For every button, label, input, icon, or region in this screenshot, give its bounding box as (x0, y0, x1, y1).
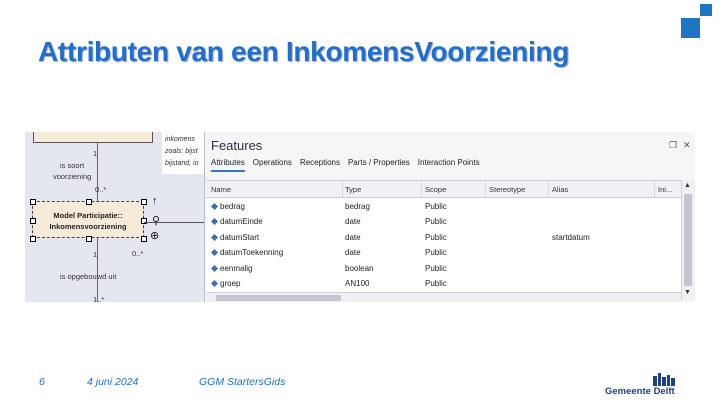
pin-icon[interactable]: ❐ (669, 140, 678, 150)
row-scope: Public (425, 264, 447, 273)
column-header-type[interactable]: Type (345, 185, 362, 194)
table-row[interactable] (206, 214, 681, 229)
column-separator[interactable] (654, 181, 655, 197)
tab-receptions[interactable]: Receptions (299, 158, 340, 167)
column-header-scope[interactable]: Scope (425, 185, 447, 194)
attribute-icon (211, 249, 218, 256)
uml-class-top[interactable] (33, 132, 153, 143)
association-label: voorziening (53, 172, 92, 181)
row-type: AN100 (345, 279, 370, 288)
column-header-initial[interactable]: Ini... (658, 185, 673, 194)
association-line-bottom (97, 238, 98, 302)
scroll-thumb[interactable] (684, 194, 692, 286)
multiplicity-0n: 0..* (95, 185, 107, 194)
column-separator[interactable] (342, 181, 343, 197)
slide-title: Attributen van een InkomensVoorziening (38, 36, 570, 67)
footer-doc-name: GGM StartersGids (199, 376, 286, 388)
resize-handle[interactable] (86, 199, 92, 205)
column-header-stereotype[interactable]: Stereotype (489, 185, 526, 194)
close-icon[interactable]: ✕ (683, 140, 691, 150)
resize-handle[interactable] (30, 236, 36, 242)
magnify-icon[interactable]: ⊕ (150, 230, 160, 242)
footer-date: 4 juni 2024 (87, 376, 139, 388)
row-scope: Public (425, 233, 447, 242)
ea-screenshot (25, 132, 695, 302)
uml-diagram-area (25, 132, 205, 302)
table-row[interactable] (206, 245, 681, 260)
features-window (204, 132, 695, 302)
delft-skyline-icon (605, 372, 687, 386)
corner-decoration-large (681, 18, 700, 38)
row-type: bedrag (345, 202, 370, 211)
resize-handle[interactable] (141, 199, 147, 205)
grid-header (206, 181, 681, 198)
page-number: 6 (39, 376, 45, 388)
resize-handle[interactable] (141, 236, 147, 242)
row-name: datumToekenning (220, 248, 284, 257)
note-line: zoals: bijst (165, 148, 198, 155)
gemeente-delft-logo (605, 372, 687, 398)
class-name-line: Inkomensvoorziening (49, 222, 127, 231)
row-scope: Public (425, 248, 447, 257)
resize-handle[interactable] (86, 236, 92, 242)
arrow-up-icon[interactable]: ↑ (152, 195, 158, 207)
multiplicity-side: 0..* (132, 249, 144, 258)
multiplicity-top: 1 (93, 149, 98, 158)
tab-attributes[interactable]: Attributes (211, 158, 245, 172)
multiplicity-bottom: 1 (93, 250, 98, 259)
row-name: eenmalig (220, 264, 253, 273)
attribute-icon (211, 280, 218, 287)
scroll-thumb[interactable] (216, 295, 341, 301)
resize-handle[interactable] (141, 218, 147, 224)
row-name: datumStart (220, 233, 260, 242)
table-row[interactable] (206, 230, 681, 245)
attribute-icon (211, 265, 218, 272)
row-type: boolean (345, 264, 374, 273)
association-label: is opgebouwd uit (60, 272, 117, 281)
connector-line (144, 222, 205, 223)
vertical-scrollbar[interactable] (681, 180, 695, 300)
attributes-grid (206, 180, 681, 301)
note-line: bijstand, io (165, 160, 199, 167)
logo-text: Gemeente Delft (605, 386, 675, 397)
tab-parts-properties[interactable]: Parts / Properties (347, 158, 410, 167)
row-type: date (345, 248, 361, 257)
row-type: date (345, 233, 361, 242)
row-scope: Public (425, 202, 447, 211)
column-separator[interactable] (548, 181, 549, 197)
column-separator[interactable] (421, 181, 422, 197)
uml-class-inkomensvoorziening[interactable] (32, 201, 144, 238)
features-title: Features (211, 138, 263, 153)
feature-tabs (211, 158, 480, 172)
class-name-line: Model Participatie:: (53, 211, 123, 220)
attribute-icon (211, 218, 218, 225)
uml-note[interactable] (162, 132, 210, 174)
corner-decoration-small (700, 4, 712, 16)
row-name: datumEinde (220, 217, 263, 226)
table-row[interactable] (206, 276, 681, 291)
column-separator[interactable] (485, 181, 486, 197)
scroll-up-icon[interactable]: ▲ (684, 182, 691, 189)
link-icon[interactable]: ⚲ (152, 215, 161, 227)
column-header-name[interactable]: Name (211, 185, 232, 194)
row-name: groep (220, 279, 241, 288)
row-type: date (345, 217, 361, 226)
tab-interaction-points[interactable]: Interaction Points (417, 158, 480, 167)
multiplicity-bottom-2: 1..* (93, 295, 105, 302)
table-row[interactable] (206, 199, 681, 214)
tab-operations[interactable]: Operations (252, 158, 292, 167)
resize-handle[interactable] (30, 218, 36, 224)
attribute-icon (211, 234, 218, 241)
row-alias: startdatum (552, 233, 590, 242)
attribute-icon (211, 203, 218, 210)
column-header-alias[interactable]: Alias (552, 185, 569, 194)
row-name: bedrag (220, 202, 245, 211)
resize-handle[interactable] (30, 199, 36, 205)
row-scope: Public (425, 279, 447, 288)
note-line: inkomens (165, 136, 195, 143)
horizontal-scrollbar[interactable] (206, 292, 681, 302)
scroll-down-icon[interactable]: ▼ (684, 289, 691, 296)
association-label: is soort (60, 161, 85, 170)
table-row[interactable] (206, 261, 681, 276)
row-scope: Public (425, 217, 447, 226)
